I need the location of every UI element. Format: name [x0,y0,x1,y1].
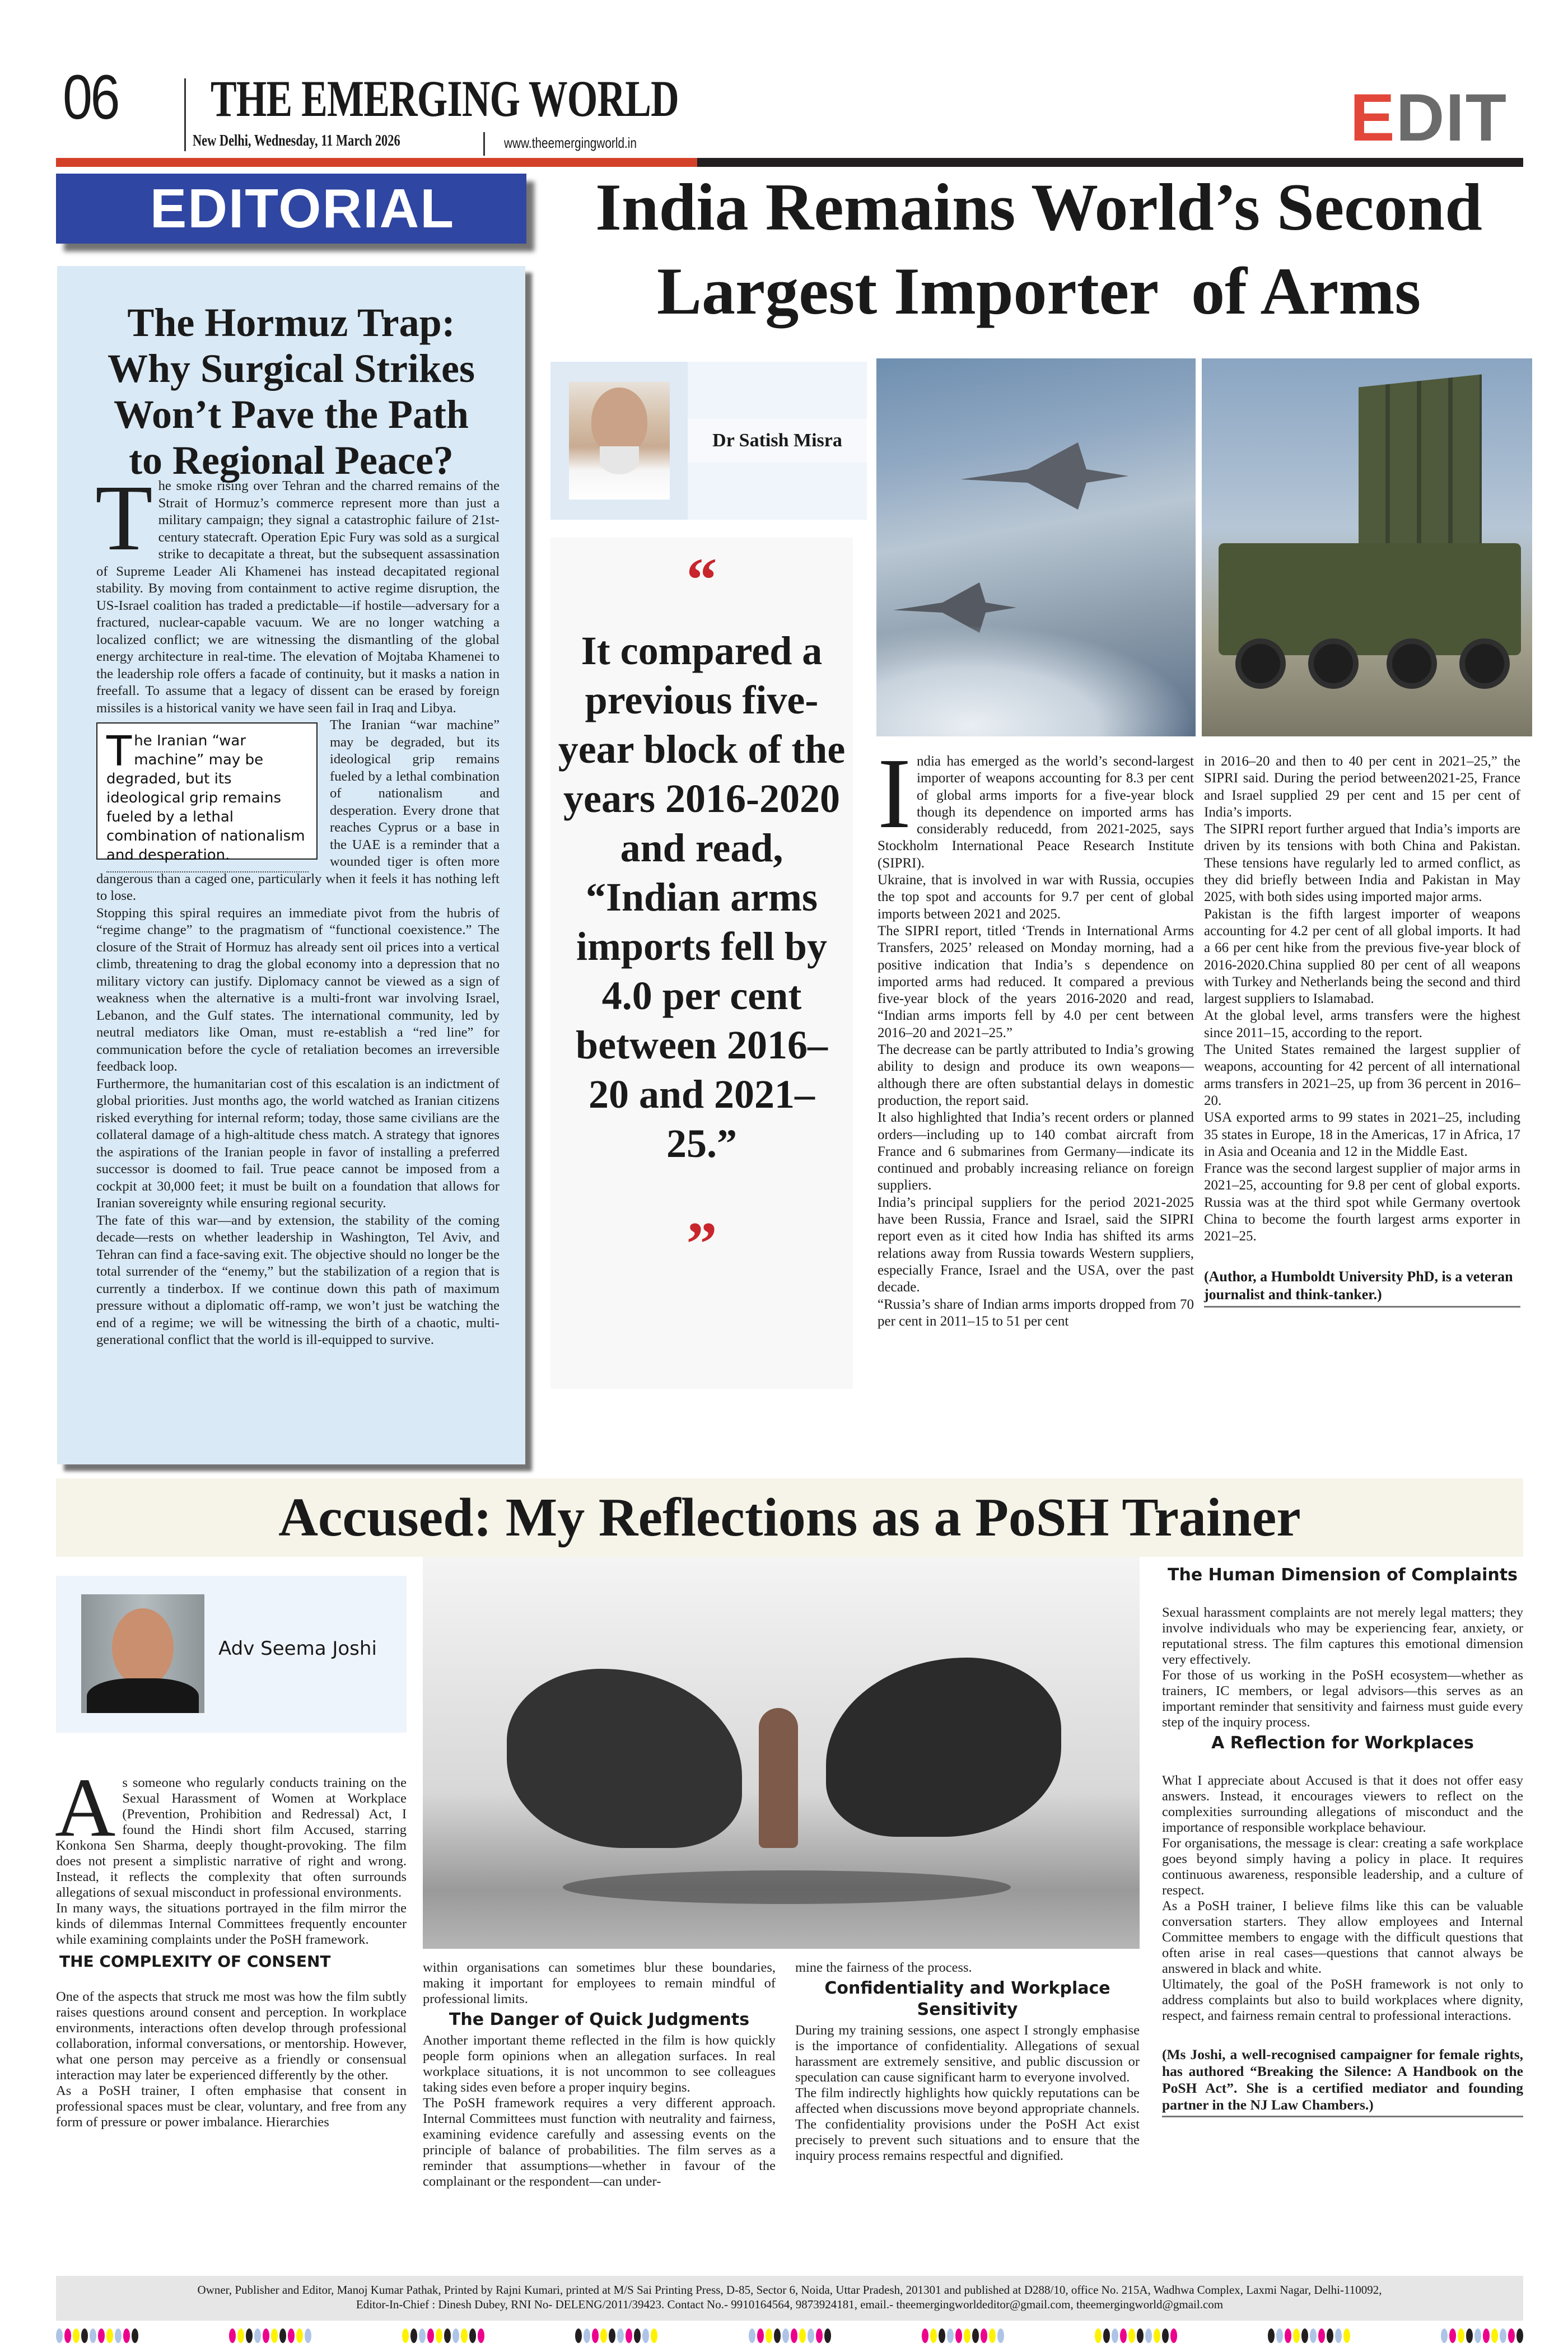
registration-mark-group [1095,2328,1177,2343]
registration-dot [600,2328,607,2343]
article-paragraph: Sexual harassment complaints are not merely legal matters; they involve individuals who may be experiencing fear, anxiety, or reputational stress. The film captures this emotional dimension very effectively. [1162,1605,1523,1667]
registration-dot [947,2328,954,2343]
editorial-paragraph: Furthermore, the humanitarian cost of this escalation is an indictment of global priorities. Just months ago, the world watched as Iranian citizens risked everything for internal reform; today, those same civilians are the collateral damage of a high-altitude chess match. A strategy that ignores the aspirations of the Iranian people in favor of installing a preferred successor is doomed to fail. True peace cannot be imposed from a cockpit at 30,000 feet; it must be built on a foundation that allows for Iranian sovereignty while ensuring regional security. [96,1076,500,1211]
registration-dot [402,2328,409,2343]
right-hand-shape [826,1658,1061,1837]
section-logo-rest: DIT [1396,80,1508,155]
arms-article-column-2 [1204,753,1520,1308]
registration-dot [81,2328,88,2343]
registration-dot [1276,2328,1283,2343]
registration-dot [981,2328,987,2343]
author-name-panel [688,362,867,520]
article-paragraph: mine the fairness of the process. [795,1960,972,1975]
editorial-article [57,266,525,1464]
truck-wheel [1235,638,1286,689]
article-paragraph [55,1761,407,1901]
registration-dot [1310,2328,1317,2343]
registration-dot [955,2328,962,2343]
registration-dot [808,2328,814,2343]
article-paragraph: It also highlighted that India’s recent orders or planned orders—including up to 140 combat aircraft from France and 6 submarines from Germany—indicate its continued and probably increasing reliance on foreign suppliers. [878,1110,1194,1193]
registration-dot [972,2328,979,2343]
website-link[interactable]: www.theemergingworld.in [504,134,637,151]
woman-figure [759,1708,798,1848]
registration-mark-group [56,2328,138,2343]
posh-article-banner [56,1478,1523,1557]
registration-dot [1449,2328,1456,2343]
registration-dot [56,2328,63,2343]
imprint-line-1: Owner, Publisher and Editor, Manoj Kumar Pathak, Printed by Rajni Kumari, printed at M/S Sai Printing Press, D-85, Sector 6, Noida, Uttar Pradesh, 201301 and published at D288/10, office No. 215A, Wadhwa Complex, Laxmi Nagar, Delhi-110092, [197,2283,1382,2297]
registration-mark-group [402,2328,484,2343]
arms-article-headline [538,165,1540,333]
registration-dot [1112,2328,1118,2343]
article-paragraph: As a PoSH trainer, I believe films like this can be valuable conversation starters. They allow employees and Internal Committee members to engage with the difficult questions that often arise in real cases—questions that cannot always be answered in black and white. [1162,1898,1523,1976]
posh-article-headline: Accused: My Reflections as a PoSH Trainer [278,1487,1301,1548]
posh-article-column-4 [1162,1562,1523,2117]
registration-dot [246,2328,253,2343]
article-paragraph: India’s principal suppliers for the period 2021-2025 have been Russia, France and Israel, said the SIPRI report even as it cited how India has shifted its arms relations away from Russia towards Western suppliers, especially France, Israel and the USA, over the past decade. [878,1194,1194,1295]
registration-dot [1128,2328,1135,2343]
article-paragraph: In many ways, the situations portrayed in the film mirror the kinds of dilemmas Internal Committees frequently encounter while examining complaints under the PoSH framework. [56,1901,407,1947]
page-number: 06 [63,62,119,132]
registration-dot [749,2328,755,2343]
editorial-headline [57,300,525,483]
fighter-jet-photo [876,358,1196,736]
editorial-label-text: EDITORIAL [150,178,455,239]
arms-pull-quote [550,538,853,1389]
registration-dot [263,2328,269,2343]
registration-dot [1516,2328,1523,2343]
registration-dot [1154,2328,1160,2343]
editorial-section-label [56,174,526,244]
imprint-line-2: Editor-In-Chief : Dinesh Dubey, RNI No- DELENG/2011/39423. Contact No.- 9910164564, 9873924181, email.- theemergingworldeditor@gmail.com, theemergingworld@gmail.com [356,2298,1224,2311]
registration-dot [766,2328,772,2343]
masthead-divider [483,132,485,156]
registration-dot [478,2328,484,2343]
truck-wheel [1308,638,1359,689]
registration-dot [132,2328,138,2343]
author-credit: (Author, a Humboldt University PhD, is a veteran journalist and think-tanker.) [1204,1268,1520,1308]
registration-dot [1318,2328,1325,2343]
registration-dot [757,2328,764,2343]
registration-dot [1500,2328,1506,2343]
registration-dot [1441,2328,1448,2343]
author-photo [569,382,670,500]
registration-dot [271,2328,278,2343]
registration-dot [123,2328,130,2343]
subheading-quick-judgments: The Danger of Quick Judgments [449,2010,750,2029]
registration-dot [305,2328,311,2343]
article-paragraph: “Russia’s share of Indian arms imports dropped from 70 per cent in 2011–15 to 51 per cent [878,1296,1194,1329]
missile-launcher-photo [1202,358,1532,736]
subheading-confidentiality: Confidentiality and Workplace Sensitivity [824,1978,1110,2019]
author-photo [81,1594,204,1713]
registration-dot [98,2328,105,2343]
registration-dot [1508,2328,1515,2343]
registration-dot [237,2328,244,2343]
article-paragraph: Another important theme reflected in the film is how quickly people form opinions when an allegation surfaces. In real workplace situations, it is not uncommon to see colleagues taking sides even before a proper inquiry begins. [423,2033,776,2095]
registration-dot [609,2328,615,2343]
headline-line: to Regional Peace? [129,438,454,483]
registration-dot [288,2328,295,2343]
registration-dot [1293,2328,1300,2343]
article-paragraph: At the global level, arms transfers were the highest since 2011–15, according to the report. [1204,1008,1520,1040]
registration-dot [444,2328,451,2343]
article-paragraph: in 2016–20 and then to 40 per cent in 2021–25,” the SIPRI said. During the period between2021-25, France and Israel supplied 29 per cent and 15 per cent of India’s imports. [1204,754,1520,820]
registration-dot [90,2328,96,2343]
article-paragraph: within organisations can sometimes blur these boundaries, making it important for employees to remain mindful of professional limits. [423,1960,776,2006]
registration-dot [1103,2328,1110,2343]
registration-dot [584,2328,590,2343]
registration-dot [989,2328,996,2343]
article-paragraph: USA exported arms to 99 states in 2021–25, including 35 states in Europe, 18 in the Americas, 17 in Africa, 17 in Asia and Oceania and 12 in the Middle East. [1204,1110,1520,1159]
arms-article-column-1 [878,738,1194,1330]
drop-cap: T [95,466,153,570]
masthead-divider [184,78,186,151]
arms-author-byline [550,362,867,520]
editorial-paragraph: Stopping this spiral requires an immediate pivot from the hubris of “regime change” to the pragmatism of “functional coexistence.” The closure of the Strait of Hormuz has already sent oil prices into a vertical climb, threatening to drag the global economy into a depression that no military victory can justify. Diplomacy cannot be viewed as a sign of weakness when the alternative is a multi-front war involving Israel, Lebanon, and the Gulf states. The international community, led by neutral mediators like Oman, must re-establish a “red line” for communication before the cycle of retaliation becomes an irreversible feedback loop. [96,905,500,1074]
article-paragraph: For those of us working in the PoSH ecosystem—whether as trainers, IC members, or legal advisors—this serves as an important reminder that sensitivity and fairness must guide every step of the inquiry process. [1162,1668,1523,1730]
registration-dot [791,2328,797,2343]
headline-line: Largest Importer of Arms [656,254,1421,328]
registration-dot [651,2328,657,2343]
article-paragraph: During my training sessions, one aspect I strongly emphasise is the importance of confidentiality. Allegations of sexual harassment are extremely sensitive, and public discussion or speculation can cause significant harm to everyone involved. [795,2023,1140,2085]
author-name: Adv Seema Joshi [218,1637,377,1660]
registration-dot [410,2328,417,2343]
posh-article-column-2 [423,1960,776,2190]
registration-mark-group [1268,2328,1350,2343]
registration-dot [106,2328,113,2343]
registration-dot [575,2328,582,2343]
registration-dot [930,2328,937,2343]
article-paragraph: For organisations, the message is clear: creating a safe workplace goes beyond simply having a policy in place. It requires continuous awareness, responsible leadership, and a culture of respect. [1162,1836,1523,1898]
registration-dot [469,2328,476,2343]
article-paragraph: Pakistan is the fifth largest importer of weapons accounting for 4.2 per cent of all global imports. It had a 66 per cent hike from the previous five-year block of 2016-2020.China supplied 80 per cent of all weapons with Turkey and Netherlands being the second and third largest suppliers to Islamabad. [1204,906,1520,1007]
registration-dot [1483,2328,1490,2343]
editorial-pull-quote [96,722,318,864]
posh-article-column-3 [795,1960,1140,2164]
registration-dot [634,2328,641,2343]
registration-dot [1268,2328,1275,2343]
drop-cap: A [55,1761,116,1854]
subheading-human-dimension: The Human Dimension of Complaints [1168,1565,1518,1585]
registration-dot [1162,2328,1169,2343]
registration-dot [922,2328,928,2343]
registration-dot [1285,2328,1291,2343]
pull-quote-text: It compared a previous five-year block of the years 2016-2020 and read, “Indian arms imports fell by 4.0 per cent between 2016–20 and 2021–25.” [558,628,846,1166]
article-paragraph: One of the aspects that struck me most was how the film subtly raises questions around consent and perception. In workplace environments, interactions often develop through professional collaboration, informal conversations, or mentorship. However, what one person may perceive as a friendly or consensual interaction may later be experienced differently by the other. [56,1989,407,2083]
paragraph-text: he smoke rising over Tehran and the charred remains of the Strait of Hormuz’s commerce represent more than just a military campaign; they signal a catastrophic failure of 21st-century statecraft. Operation Epic Fury was sold as a surgical strike to decapitate a threat, but the subsequent assassination of Supreme Leader Ali Khamenei has instead decapitated regional stability. By moving from containment to active regime disruption, the US-Israel coalition has traded a predictable—if hostile—adversary for a fractured, nuclear-capable vacuum. We are no longer watching a localized conflict; we are witnessing the dismantling of the global energy architecture in real-time. The elevation of Mojtaba Khamenei to the leadership role offers a facade of continuity, but it masks a nation in freefall. To assume that a legacy of dissent can be erased by foreign missiles is a historical vanity we have seen fail in Iraq and Libya. [96,478,500,716]
pull-quote-text: he Iranian “war machine” may be degraded, but its ideological grip remains fueled by a lethal combination of nationalism and desperation. [106,732,305,864]
author-name: Dr Satish Misra [688,419,867,463]
article-paragraph: France was the second largest supplier of major arms in 2021–25, accounting for 9.8 per cent of global exports. Russia was at the third spot while Germany overtook China to become the fourth largest arms exporter in 2021–25. [1204,1161,1520,1244]
drop-cap: I [878,738,911,849]
headline-line: Won’t Pave the Path [114,392,469,437]
registration-dot [592,2328,599,2343]
registration-dot [64,2328,71,2343]
editorial-body [95,466,500,1349]
registration-dot [824,2328,831,2343]
article-paragraph: Ukraine, that is involved in war with Russia, occupies the top spot and accounts for 9.7 per cent of global imports between 2021 and 2025. [878,872,1194,922]
registration-mark-group [229,2328,311,2343]
article-paragraph: The SIPRI report, titled ‘Trends in International Arms Transfers, 2025’ released on Monday morning, had a positive indication that India’s s dependence on imported arms had reduced. It compared a previous five-year block of the years 2016-2020 and read, “Indian arms imports fell by 4.0 per cent between 2016–20 and 2021–25.” [878,923,1194,1040]
paragraph-text: s someone who regularly conducts training on the Sexual Harassment of Women at Workplace (Prevention, Prohibition and Redressal) Act, I found the Hindi short film Accused, starring Konkona Sen Sharma, deeply thought-provoking. The film does not present a simplistic narrative of right and wrong. Instead, it reflects the complexity that often surrounds allegations of sexual misconduct in professional environments. [56,1775,407,1900]
subheading-reflection: A Reflection for Workplaces [1211,1733,1474,1753]
registration-dot [254,2328,261,2343]
registration-dot [115,2328,122,2343]
registration-dot [1145,2328,1152,2343]
registration-dot [279,2328,286,2343]
close-quote-icon: ” [686,1210,717,1278]
registration-dot [626,2328,632,2343]
registration-dot [1491,2328,1498,2343]
author-credit: (Ms Joshi, a well-recognised campaigner for female rights, has authored “Breaking the Silence: A Handbook on the PoSH Act”. She is a certified mediator and founding partner in the NJ Law Chambers.) [1162,2046,1523,2117]
registration-mark-group [1441,2328,1523,2343]
registration-dot [1137,2328,1144,2343]
masthead [0,0,1568,168]
registration-dot [939,2328,945,2343]
registration-dot [1120,2328,1127,2343]
pull-quote-drop-cap: T [106,727,132,776]
printer-registration-marks [56,2328,1523,2343]
registration-dot [1335,2328,1342,2343]
open-quote-icon: “ [686,545,717,614]
registration-dot [799,2328,806,2343]
registration-dot [436,2328,442,2343]
registration-dot [419,2328,426,2343]
section-logo [1350,80,1508,155]
article-paragraph: The decrease can be partly attributed to India’s growing ability to design and produce its own weapons— although there are often substantial delays in domestic production, the report said. [878,1042,1194,1108]
registration-mark-group [922,2328,1004,2343]
headline-line: India Remains World’s Second [595,170,1482,244]
editorial-paragraph: The Iranian “war machine” may be degraded, but its ideological grip remains fueled by a lethal combination of nationalism and desperation. Every drone that reaches Cyprus or a base in the UAE is a reminder that a wounded tiger is often more dangerous than a caged one, particularly when it feels it has nothing left to lose. [96,717,500,903]
registration-dot [1095,2328,1102,2343]
clouds [876,624,1196,736]
registration-dot [1170,2328,1177,2343]
posh-article-column-1 [55,1761,407,2130]
article-paragraph: As a PoSH trainer, I often emphasise that consent in professional spaces must be clear, voluntary, and free from any form of pressure or power imbalance. Hierarchies [56,2083,407,2130]
subheading-consent: THE COMPLEXITY OF CONSENT [59,1952,331,1971]
registration-dot [1327,2328,1333,2343]
headline-line: Why Surgical Strikes [107,346,475,391]
article-paragraph: Ultimately, the goal of the PoSH framework is not only to address complaints but also to build workplaces where dignity, respect, and fairness remain central to professional interactions. [1162,1977,1523,2023]
registration-dot [296,2328,303,2343]
article-paragraph: The film indirectly highlights how quickly reputations can be affected when discussions move beyond appropriate channels. The confidentiality provisions under the PoSH Act exist precisely to prevent such situations and to ensure that the inquiry process remains respectful and dignified. [795,2085,1140,2163]
illustration-shadow [563,1870,1011,1904]
newspaper-name: THE EMERGING WORLD [211,70,679,127]
left-hand-shape [507,1669,742,1848]
article-paragraph: The PoSH framework requires a very different approach. Internal Committees must function with neutrality and fairness, examining evidence carefully and assessing events on the principle of balance of probabilities. The film serves as a reminder that assumptions—whether in favour of the complainant or the respondent—can under- [423,2096,776,2189]
headline-line: The Hormuz Trap: [127,300,455,345]
article-paragraph: The SIPRI report further argued that India’s imports are driven by its tensions with both China and Pakistan. These tensions have regularly led to armed conflict, as they did briefly between India and Pakistan in May 2025, with both sides using imported major arms. [1204,822,1520,905]
truck-wheel [1459,638,1510,689]
registration-dot [816,2328,823,2343]
registration-dot [73,2328,80,2343]
truck-wheel [1387,638,1437,689]
jet-shape [960,442,1128,510]
registration-dot [1466,2328,1473,2343]
registration-dot [997,2328,1004,2343]
author-photo-frame [550,362,688,520]
dateline: New Delhi, Wednesday, 11 March 2026 [193,132,400,150]
registration-dot [774,2328,781,2343]
section-logo-initial: E [1350,80,1396,155]
paragraph-text: ndia has emerged as the world’s second-largest importer of weapons accounting for 8.3 per cent of global arms imports for a five-year block though its dependence on imported arms has considerably reducedd, from 2021-2025, says Stockholm International Peace Research Institute (SIPRI). [878,754,1194,871]
article-paragraph: What I appreciate about Accused is that it does not offer easy answers. Instead, it encourages viewers to reflect on the complexities surrounding allegations of misconduct and the importance of responsible workplace behaviour. [1162,1773,1523,1835]
registration-dot [617,2328,624,2343]
registration-dot [1458,2328,1464,2343]
registration-dot [1343,2328,1350,2343]
editorial-paragraph [95,466,500,717]
registration-dot [782,2328,789,2343]
registration-dot [452,2328,459,2343]
editorial-paragraph: The fate of this war—and by extension, the stability of the coming decade—rests on whether leadership in Washington, Tel Aviv, and Tehran can find a face-saving exit. The objective should no longer be the total surrender of the “enemy,” but the stabilization of a region that is currently a tinderbox. If we continue down this path of maximum pressure without a diplomatic off-ramp, we won’t just be watching the end of a regime; we will be witnessing the birth of a chaotic, multi-generational conflict that the world is ill-equipped to survive. [96,1212,500,1347]
registration-dot [642,2328,649,2343]
registration-dot [1301,2328,1308,2343]
registration-dot [964,2328,970,2343]
registration-dot [229,2328,236,2343]
registration-mark-group [749,2328,831,2343]
posh-author-byline [56,1576,407,1733]
registration-dot [1474,2328,1481,2343]
registration-dot [427,2328,434,2343]
registration-mark-group [575,2328,657,2343]
registration-dot [461,2328,468,2343]
article-paragraph [878,738,1194,872]
imprint-footer [56,2276,1523,2321]
posh-illustration [423,1557,1140,1949]
article-paragraph: The United States remained the largest supplier of weapons, accounting for 42 percent of all international arms transfers in 2021–25, up from 36 percent in 2016–20. [1204,1042,1520,1108]
